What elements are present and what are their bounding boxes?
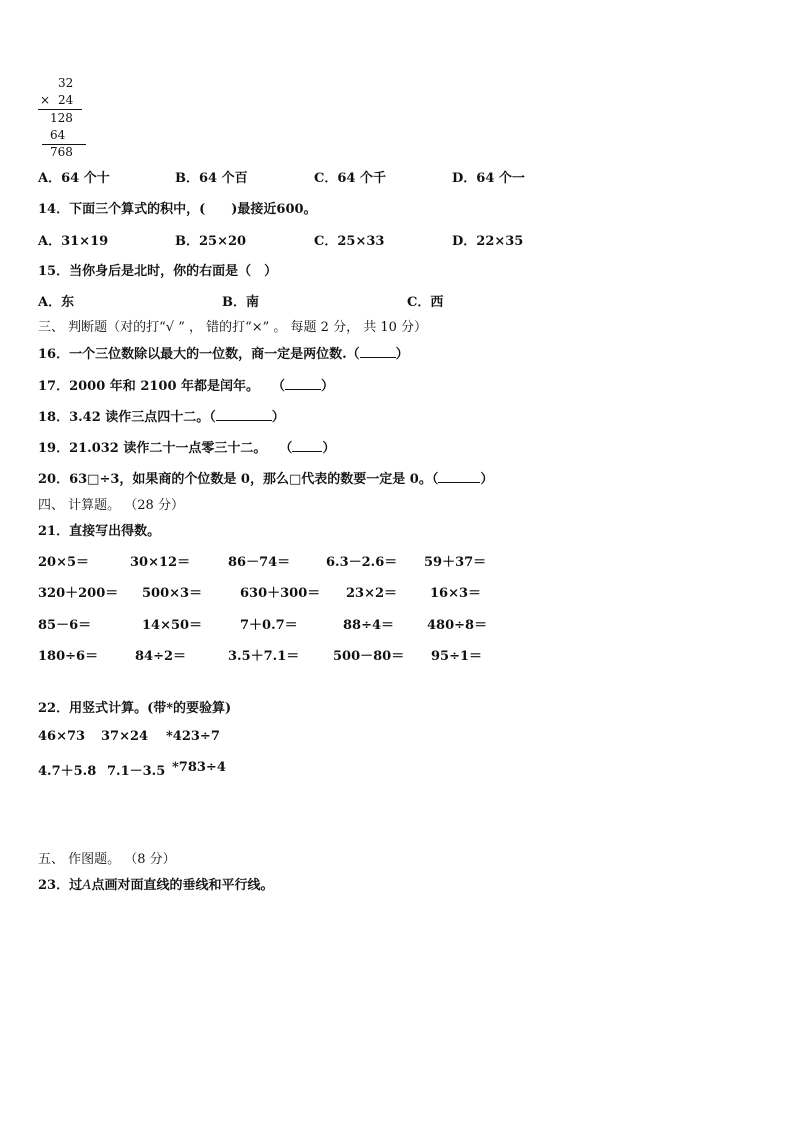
calc-item: 500×3＝ <box>142 586 203 601</box>
calc-item: 480÷8＝ <box>427 618 488 633</box>
q14-option-d[interactable]: D．22×35 <box>452 234 524 249</box>
q23-stem: 23．过A点画对面直线的垂线和平行线。 <box>38 878 274 893</box>
partial-product-1: 128 <box>50 111 73 125</box>
answer-blank[interactable] <box>285 377 321 390</box>
calc-item: 7＋0.7＝ <box>240 618 298 633</box>
q13-option-b[interactable]: B．64 个百 <box>175 171 248 186</box>
calc-item: 16×3＝ <box>430 586 482 601</box>
vert-item: 4.7＋5.8 <box>38 764 97 779</box>
answer-blank[interactable] <box>216 408 272 421</box>
q15-option-c[interactable]: C．西 <box>407 295 444 310</box>
calc-item: 630＋300＝ <box>240 586 321 601</box>
times-sign: × <box>40 93 51 107</box>
answer-blank[interactable] <box>292 439 322 452</box>
answer-blank[interactable] <box>360 345 396 358</box>
calc-item: 500－80＝ <box>333 649 405 664</box>
q21-stem: 21．直接写出得数。 <box>38 524 161 539</box>
calc-item: 85－6＝ <box>38 618 92 633</box>
calc-item: 23×2＝ <box>346 586 398 601</box>
vert-item: 37×24 <box>101 729 149 744</box>
vert-item: 7.1－3.5 <box>107 764 166 779</box>
answer-blank[interactable] <box>438 470 480 483</box>
q13-option-c[interactable]: C．64 个千 <box>314 171 386 186</box>
q15-option-a[interactable]: A．东 <box>38 295 75 310</box>
section-4-heading: 四、 计算题。 （28 分） <box>38 498 184 513</box>
q22-stem: 22．用竖式计算。(带*的要验算) <box>38 701 232 716</box>
calc-item: 320＋200＝ <box>38 586 119 601</box>
multiplicand: 32 <box>58 76 74 90</box>
judge-item-16: 16．一个三位数除以最大的一位数，商一定是两位数.（ ） <box>38 347 409 362</box>
vert-item: 46×73 <box>38 729 86 744</box>
q14-option-c[interactable]: C．25×33 <box>314 234 385 249</box>
calc-item: 86－74＝ <box>228 555 291 570</box>
judge-item-18: 18．3.42 读作三点四十二。（ ） <box>38 410 285 425</box>
q13-option-d[interactable]: D．64 个一 <box>452 171 525 186</box>
calc-item: 180÷6＝ <box>38 649 99 664</box>
calc-item: 84÷2＝ <box>135 649 187 664</box>
judge-item-20: 20．63□÷3，如果商的个位数是 0，那么□代表的数要一定是 0。（ ） <box>38 472 494 487</box>
calc-item: 95÷1＝ <box>431 649 483 664</box>
calc-item: 59＋37＝ <box>424 555 487 570</box>
calc-item: 20×5＝ <box>38 555 90 570</box>
partial-product-2: 64 <box>50 128 66 142</box>
q14-stem: 14．下面三个算式的积中，( )最接近600。 <box>38 202 317 217</box>
q14-option-b[interactable]: B．25×20 <box>175 234 247 249</box>
calc-item: 14×50＝ <box>142 618 203 633</box>
section-3-heading: 三、 判断题（对的打“√ ” ， 错的打“×” 。 每题 2 分， 共 10 分） <box>38 320 428 335</box>
calc-item: 3.5＋7.1＝ <box>228 649 300 664</box>
calc-item: 30×12＝ <box>130 555 191 570</box>
vert-item: *783÷4 <box>172 760 226 775</box>
q13-option-a[interactable]: A．64 个十 <box>38 171 110 186</box>
product-result: 768 <box>50 145 73 159</box>
q15-option-b[interactable]: B．南 <box>222 295 260 310</box>
rule-line <box>38 109 82 110</box>
calc-item: 88÷4＝ <box>343 618 395 633</box>
judge-item-19: 19．21.032 读作二十一点零三十二。 （ ） <box>38 441 336 456</box>
calc-item: 6.3－2.6＝ <box>326 555 398 570</box>
judge-item-17: 17．2000 年和 2100 年都是闰年。 （ ） <box>38 379 335 394</box>
q14-option-a[interactable]: A．31×19 <box>38 234 109 249</box>
multiplier: 24 <box>58 93 74 107</box>
q15-stem: 15．当你身后是北时，你的右面是（ ） <box>38 264 278 279</box>
section-5-heading: 五、 作图题。 （8 分） <box>38 852 176 867</box>
vert-item: *423÷7 <box>166 729 220 744</box>
